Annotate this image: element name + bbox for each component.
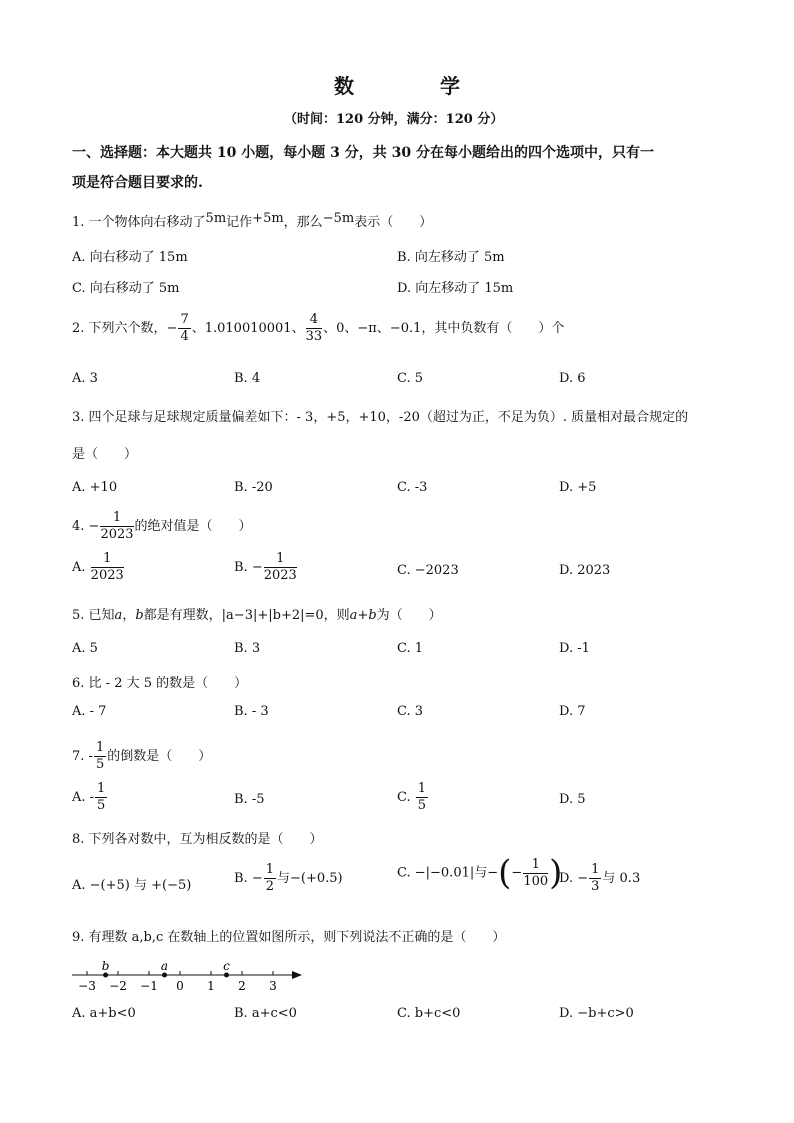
q4-option-d[interactable]: D. 2023 xyxy=(559,563,611,578)
q4-option-a[interactable]: A. $\frac{1}{2023}$ xyxy=(72,551,124,583)
tick-label: 0 xyxy=(176,979,184,993)
point-label-a: a xyxy=(160,959,169,973)
tick-label: 2 xyxy=(238,979,246,993)
question-5: 5. 已知a，b都是有理数，|a−3|+|b+2|=0，则a+b为（ ） xyxy=(72,608,442,623)
section-heading-line1: 一、选择题：本大题共 10 小题，每小题 3 分，共 30 分在每小题给出的四个选项中，只有一 xyxy=(72,145,654,161)
q9-option-a[interactable]: A. a+b<0 xyxy=(72,1006,136,1021)
tick-label: 3 xyxy=(269,979,277,993)
exam-info: （时间：120 分钟，满分：120 分） xyxy=(284,112,504,127)
tick-label: −3 xyxy=(78,979,96,993)
q4-option-b[interactable]: B. − $\frac{1}{2023}$ xyxy=(234,551,297,583)
q2-option-d[interactable]: D. 6 xyxy=(559,371,586,386)
q9-option-c[interactable]: C. b+c<0 xyxy=(397,1006,461,1021)
q5-option-c[interactable]: C. 1 xyxy=(397,641,424,656)
question-4: 4. − $\frac{1}{2023}$ 的绝对值是（ ） xyxy=(72,510,252,542)
page-title: 数学 xyxy=(334,74,546,98)
tick-label: 1 xyxy=(207,979,215,993)
point-a xyxy=(162,973,167,978)
q7-option-a[interactable]: A. - $\frac{1}{5}$ xyxy=(72,781,106,813)
q3-option-a[interactable]: A. +10 xyxy=(72,480,118,495)
q2-option-c[interactable]: C. 5 xyxy=(397,371,424,386)
tick-label: −1 xyxy=(140,979,158,993)
q1-option-c[interactable]: C. 向右移动了 5m xyxy=(72,281,180,296)
q5-option-b[interactable]: B. 3 xyxy=(234,641,261,656)
arrow-icon xyxy=(292,971,302,979)
q5-option-a[interactable]: A. 5 xyxy=(72,641,98,656)
q1-option-b[interactable]: B. 向左移动了 5m xyxy=(397,250,505,265)
question-2: 2. 下列六个数，− $\frac{7}{4}$ 、1.010010001、 $\frac{4}{33}$ 、0、−π、−0.1，其中负数有（ ）个 xyxy=(72,312,565,344)
number-line xyxy=(66,955,306,995)
q8-option-d[interactable]: D. − $\frac{1}{3}$ 与 0.3 xyxy=(559,862,641,894)
q6-option-c[interactable]: C. 3 xyxy=(397,704,424,719)
question-7: 7. - $\frac{1}{5}$ 的倒数是（ ） xyxy=(72,740,212,772)
q9-option-b[interactable]: B. a+c<0 xyxy=(234,1006,297,1021)
q9-option-d[interactable]: D. −b+c>0 xyxy=(559,1006,634,1021)
fraction: $\frac{4}{33}$ xyxy=(305,312,323,344)
point-label-c: c xyxy=(223,959,230,973)
q2-option-a[interactable]: A. 3 xyxy=(72,371,98,386)
question-9: 9. 有理数 a,b,c 在数轴上的位置如图所示，则下列说法不正确的是（ ） xyxy=(72,930,506,945)
point-b xyxy=(103,973,108,978)
q7-option-d[interactable]: D. 5 xyxy=(559,792,586,807)
q3-option-c[interactable]: C. -3 xyxy=(397,480,428,495)
q8-option-a[interactable]: A. −(+5) 与 +(−5) xyxy=(72,878,192,893)
question-1: 1. 一个物体向右移动了5m记作+5m，那么−5m表示（ ） xyxy=(72,211,433,230)
q8-option-b[interactable]: B. − $\frac{1}{2}$ 与−(+0.5) xyxy=(234,862,343,894)
point-c xyxy=(224,973,229,978)
q5-option-d[interactable]: D. -1 xyxy=(559,641,590,656)
fraction: $\frac{7}{4}$ xyxy=(180,312,189,344)
q6-option-b[interactable]: B. - 3 xyxy=(234,704,269,719)
q8-option-c[interactable]: C. −|−0.01|与−(− $\frac{1}{100}$ ) xyxy=(397,853,563,893)
fraction: $\frac{1}{2023}$ xyxy=(100,510,134,542)
q6-option-d[interactable]: D. 7 xyxy=(559,704,586,719)
point-label-b: b xyxy=(101,959,110,973)
q7-option-b[interactable]: B. -5 xyxy=(234,792,265,807)
q3-option-b[interactable]: B. -20 xyxy=(234,480,273,495)
question-3-line1: 3. 四个足球与足球规定质量偏差如下：- 3，+5，+10，-20（超过为正，不足为负）. 质量相对最合规定的 xyxy=(72,410,689,425)
q4-option-c[interactable]: C. −2023 xyxy=(397,563,459,578)
q1-option-d[interactable]: D. 向左移动了 15m xyxy=(397,281,514,296)
q3-option-d[interactable]: D. +5 xyxy=(559,480,597,495)
question-3-line2: 是（ ） xyxy=(72,447,138,462)
section-heading-line2: 项是符合题目要求的. xyxy=(72,175,203,191)
q7-option-c[interactable]: C. $\frac{1}{5}$ xyxy=(397,781,427,813)
question-6: 6. 比 - 2 大 5 的数是（ ） xyxy=(72,676,248,691)
question-8: 8. 下列各对数中，互为相反数的是（ ） xyxy=(72,832,323,847)
q6-option-a[interactable]: A. - 7 xyxy=(72,704,107,719)
tick-label: −2 xyxy=(109,979,127,993)
q1-option-a[interactable]: A. 向右移动了 15m xyxy=(72,250,188,265)
q2-option-b[interactable]: B. 4 xyxy=(234,371,261,386)
